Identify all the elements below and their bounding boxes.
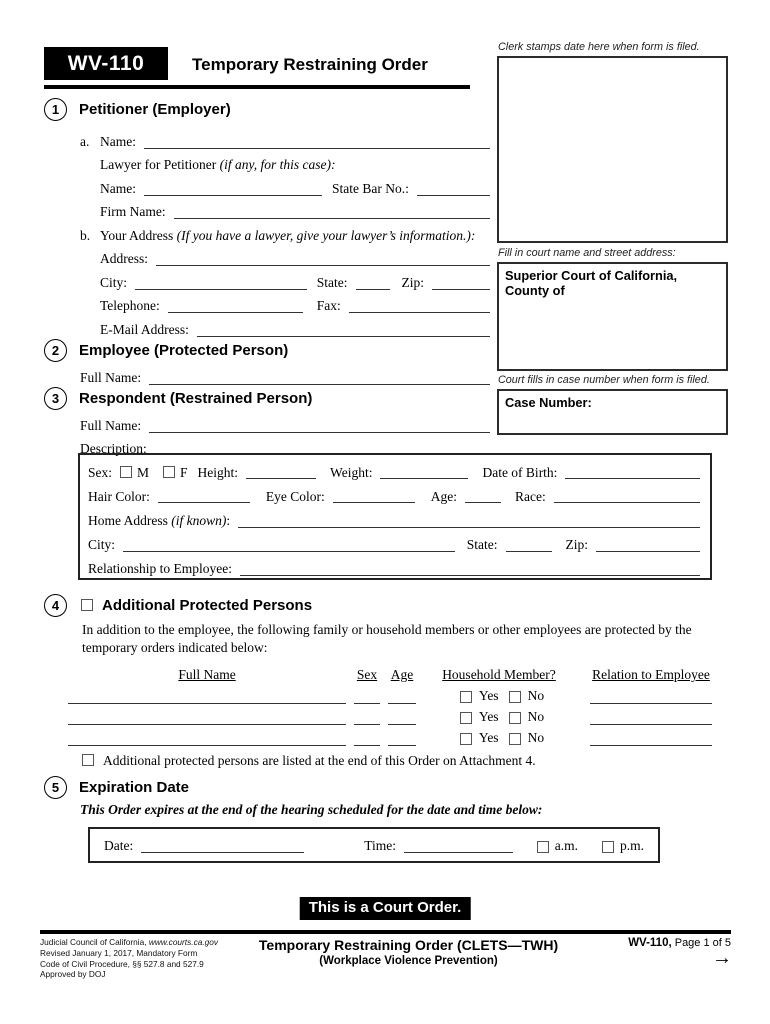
form-code: WV-110 [67, 51, 145, 75]
footer-page-number: Page 1 of 5 [671, 937, 731, 949]
col-relation: Relation to Employee [592, 666, 710, 682]
court-name-note: Fill in court name and street address: [498, 247, 676, 259]
case-number-label: Case Number: [505, 395, 592, 410]
court-stamp-column [497, 41, 728, 435]
age-field[interactable] [465, 491, 501, 503]
section-number-3: 3 [44, 387, 67, 410]
person-name-field[interactable] [68, 713, 346, 725]
section-employee [44, 339, 490, 386]
next-page-arrow: → [712, 947, 731, 969]
additional-persons-intro: In addition to the employee, the following family or household members or other employees are protected by the temporary orders indicated below: [82, 622, 692, 655]
col-full-name: Full Name [178, 666, 236, 682]
section-title-petitioner: Petitioner (Employer) [79, 101, 231, 118]
section-number-2: 2 [44, 339, 67, 362]
respondent-zip-field[interactable] [596, 540, 700, 552]
dob-label: Date of Birth: [482, 464, 558, 480]
table-row: Yes No [68, 683, 712, 704]
hair-color-field[interactable] [158, 491, 250, 503]
expiration-time-field[interactable] [404, 841, 513, 853]
sex-female-label: F [180, 464, 188, 480]
hair-color-label: Hair Color: [88, 488, 150, 504]
pm-checkbox[interactable] [602, 841, 614, 853]
home-address-label: Home Address [88, 513, 172, 529]
person-relation-field[interactable] [590, 713, 712, 725]
section-respondent [44, 387, 490, 457]
table-row: Yes No [68, 704, 712, 725]
section-petitioner [44, 98, 490, 338]
footer-form-title: Temporary Restraining Order (CLETS—TWH) (Workplace Violence Prevention) [258, 937, 559, 967]
eye-color-field[interactable] [333, 491, 415, 503]
col-household-member: Household Member? [442, 666, 556, 682]
court-name-label: Superior Court of California, County of [505, 268, 678, 298]
section-additional-persons [44, 594, 712, 768]
section-title-additional: Additional Protected Persons [102, 597, 313, 614]
fax-field[interactable] [349, 301, 490, 313]
section-title-employee: Employee (Protected Person) [79, 342, 289, 359]
petitioner-name-label: Name: [100, 133, 136, 149]
your-address-label: Your Address [100, 227, 177, 243]
household-no-checkbox[interactable] [509, 733, 521, 745]
col-sex: Sex [356, 666, 378, 682]
respondent-full-name-label: Full Name: [80, 417, 142, 433]
email-label: E-Mail Address: [100, 321, 189, 337]
court-name-box[interactable] [497, 262, 728, 371]
additional-persons-table [68, 661, 712, 746]
your-address-note: (If you have a lawyer, give your lawyer’s information.): [176, 227, 476, 243]
state-bar-field[interactable] [417, 184, 490, 196]
item-a-marker: a. [80, 133, 90, 149]
attachment-4-note: Additional protected persons are listed at the end of this Order on Attachment 4. [103, 752, 536, 768]
state-bar-label: State Bar No.: [332, 180, 409, 196]
expiration-date-box [88, 827, 660, 863]
footer-rule [40, 930, 731, 934]
employee-full-name-field[interactable] [149, 373, 490, 385]
weight-field[interactable] [380, 467, 468, 479]
sex-female-checkbox[interactable] [163, 466, 175, 478]
person-sex-field[interactable] [354, 692, 380, 704]
lawyer-label: Lawyer for Petitioner [100, 157, 220, 173]
employee-full-name-label: Full Name: [80, 369, 142, 385]
person-sex-field[interactable] [354, 734, 380, 746]
additional-persons-checkbox[interactable] [81, 599, 93, 611]
petitioner-name-field[interactable] [144, 137, 490, 149]
city-label: City: [100, 274, 128, 290]
expiration-time-label: Time: [364, 838, 397, 854]
email-field[interactable] [197, 325, 490, 337]
respondent-full-name-field[interactable] [149, 421, 490, 433]
table-row: Yes No [68, 725, 712, 746]
section-title-expiration: Expiration Date [79, 779, 190, 796]
relationship-label: Relationship to Employee: [88, 561, 232, 577]
zip-field[interactable] [432, 278, 490, 290]
respondent-city-label: City: [88, 537, 116, 553]
person-name-field[interactable] [68, 692, 346, 704]
col-age: Age [390, 666, 414, 682]
lawyer-label-note: (if any, for this case): [219, 157, 336, 173]
home-address-note: (if known) [171, 513, 227, 529]
telephone-field[interactable] [168, 301, 303, 313]
person-sex-field[interactable] [354, 713, 380, 725]
form-code-badge [44, 47, 168, 80]
address-label: Address: [100, 251, 148, 267]
age-label: Age: [430, 488, 457, 504]
am-checkbox[interactable] [537, 841, 549, 853]
home-address-field[interactable] [238, 516, 700, 528]
section-number-5: 5 [44, 776, 67, 799]
am-label: a.m. [554, 838, 578, 854]
attachment-4-checkbox[interactable] [82, 754, 94, 766]
race-field[interactable] [554, 491, 700, 503]
pm-label: p.m. [619, 838, 644, 854]
expiration-date-label: Date: [104, 838, 134, 854]
dob-field[interactable] [565, 467, 700, 479]
respondent-state-label: State: [466, 537, 498, 553]
footer-form-code: WV-110, [628, 937, 672, 949]
court-order-banner: This is a Court Order. [300, 897, 471, 920]
height-field[interactable] [246, 467, 316, 479]
clerk-stamp-box [497, 56, 728, 243]
expiration-date-field[interactable] [141, 841, 304, 853]
firm-name-field[interactable] [174, 207, 490, 219]
respondent-zip-label: Zip: [565, 537, 588, 553]
section-expiration [44, 776, 712, 863]
case-number-note: Court fills in case number when form is filed. [498, 374, 710, 386]
footer-page-info [581, 937, 731, 980]
eye-color-label: Eye Color: [265, 488, 325, 504]
person-age-field[interactable] [388, 713, 416, 725]
respondent-city-field[interactable] [123, 540, 455, 552]
person-name-field[interactable] [68, 734, 346, 746]
lawyer-name-label: Name: [100, 180, 136, 196]
household-no-checkbox[interactable] [509, 712, 521, 724]
sex-male-label: M [137, 464, 150, 480]
footer-legal-info: Judicial Council of California, www.courts.ca.gov Revised January 1, 2017, Mandatory Form Code of Civil Procedure, §§ 527.8 and 527.9 Approved by DOJ [40, 937, 219, 980]
lawyer-name-field[interactable] [144, 184, 322, 196]
state-label: State: [316, 274, 348, 290]
person-relation-field[interactable] [590, 734, 712, 746]
sex-label: Sex: [88, 464, 113, 480]
city-field[interactable] [135, 278, 307, 290]
address-field[interactable] [156, 254, 490, 266]
household-yes-checkbox[interactable] [460, 733, 472, 745]
section-number-4: 4 [44, 594, 67, 617]
height-label: Height: [197, 464, 239, 480]
page-title: Temporary Restraining Order [192, 55, 428, 74]
case-number-box[interactable] [497, 389, 728, 435]
expiration-subtitle: This Order expires at the end of the hearing scheduled for the date and time below: [80, 802, 543, 817]
person-age-field[interactable] [388, 734, 416, 746]
relationship-field[interactable] [240, 564, 700, 576]
household-yes-checkbox[interactable] [460, 691, 472, 703]
respondent-state-field[interactable] [506, 540, 552, 552]
person-age-field[interactable] [388, 692, 416, 704]
sex-male-checkbox[interactable] [120, 466, 132, 478]
courts-url: www.courts.ca.gov [148, 937, 219, 947]
weight-label: Weight: [330, 464, 373, 480]
respondent-description-box: Sex: M F Height: Weight: Date of Birth: Hair Color: Eye Color: Age: Race: Home Address (if known) : City: State: Zip: Relationship to Employee: [78, 453, 712, 580]
section-title-respondent: Respondent (Restrained Person) [79, 390, 313, 407]
section-number-1: 1 [44, 98, 67, 121]
household-no-checkbox[interactable] [509, 691, 521, 703]
footer [40, 937, 731, 980]
clerk-stamp-note: Clerk stamps date here when form is filed. [498, 41, 700, 53]
header-rule [44, 85, 470, 89]
race-label: Race: [515, 488, 546, 504]
item-b-marker: b. [80, 227, 91, 243]
household-yes-checkbox[interactable] [460, 712, 472, 724]
telephone-label: Telephone: [100, 298, 160, 314]
table-header-row [68, 661, 712, 683]
fax-label: Fax: [316, 298, 341, 314]
description-label: Description: [80, 441, 147, 457]
zip-label: Zip: [401, 274, 424, 290]
person-relation-field[interactable] [590, 692, 712, 704]
state-field[interactable] [356, 278, 390, 290]
firm-name-label: Firm Name: [100, 204, 166, 220]
